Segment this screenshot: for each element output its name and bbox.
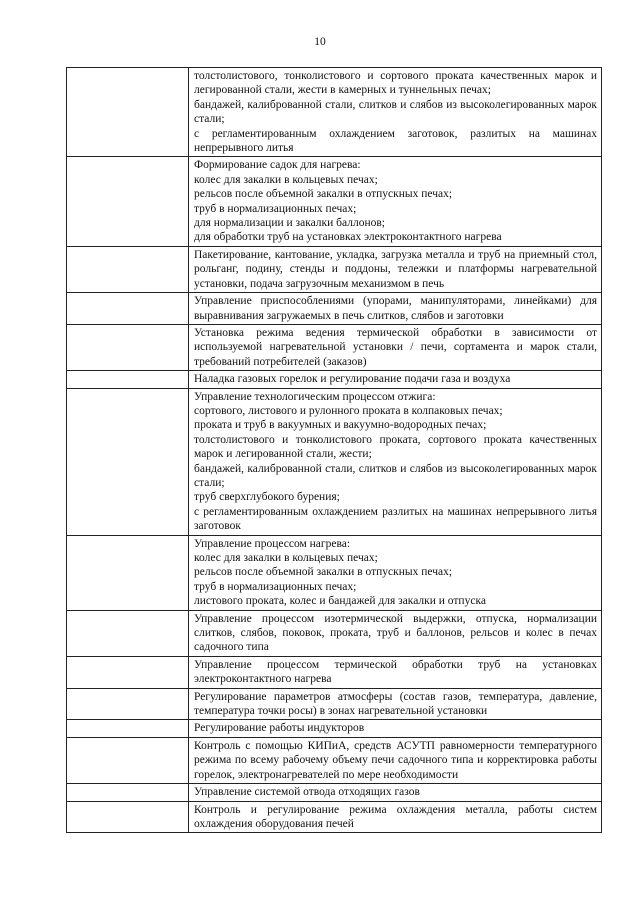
- table-row: [67, 292, 601, 324]
- table-row: [67, 324, 601, 370]
- empty-cell: [67, 157, 189, 245]
- task-cell: [189, 611, 601, 656]
- empty-cell: [67, 689, 189, 720]
- empty-cell: [67, 784, 189, 800]
- table-row: [67, 535, 601, 610]
- task-cell: [189, 293, 601, 324]
- task-line: Управление процессом изотермической выдержки, отпуска, нормализации слитков, слябов, поковок, проката, труб и баллонов, рельсов и колес в печах садочного типа: [194, 612, 597, 654]
- task-line: с регламентированным охлаждением заготовок, разлитых на машинах непрерывного литья: [194, 127, 597, 155]
- task-line: Управление системой отвода отходящих газов: [194, 786, 420, 799]
- task-cell: [189, 738, 601, 783]
- task-line: Регулирование параметров атмосферы (состав газов, температура, давление, температура точки росы) в зонах нагревательной установки: [194, 690, 597, 718]
- table-row: [67, 370, 601, 387]
- table-row: [67, 610, 601, 656]
- task-line: Пакетирование, кантование, укладка, загрузка металла и труб на приемный стол, рольганг, подину, стенды и поддоны, тележки и платформы нагревательной установки, подача загрузочным механизмом в печь: [194, 248, 597, 290]
- empty-cell: [67, 720, 189, 736]
- empty-cell: [67, 611, 189, 656]
- task-line: толстолистового и тонколистового проката, сортового проката качественных марок и легированной стали, жести;: [194, 433, 597, 461]
- task-line: труб сверхглубокого бурения;: [194, 491, 340, 504]
- empty-cell: [67, 738, 189, 783]
- task-line: Установка режима ведения термической обработки в зависимости от используемой нагревательной установки / печи, сортамента и марок стали, требований потребителей (заказов): [194, 326, 597, 368]
- task-cell: [189, 657, 601, 688]
- task-line: Регулирование работы индукторов: [194, 722, 365, 735]
- task-line: труб в нормализационных печах;: [194, 580, 357, 593]
- task-line: Контроль и регулирование режима охлаждения металла, работы систем охлаждения оборудования печей: [194, 803, 597, 830]
- task-line: рельсов после объемной закалки в отпускных печах;: [194, 566, 453, 579]
- table-row: [67, 719, 601, 736]
- task-line: Управление процессом нагрева:: [194, 537, 351, 550]
- task-cell: [189, 68, 601, 156]
- task-line: для нормализации и закалки баллонов;: [194, 217, 385, 230]
- task-cell: [189, 720, 601, 736]
- task-line: толстолистового, тонколистового и сортового проката качественных марок и легированной стали, жести в камерных и туннельных печах;: [194, 70, 597, 97]
- task-line: бандажей, калиброванной стали, слитков и слябов из высоколегированных марок стали;: [194, 98, 597, 126]
- task-cell: [189, 536, 601, 610]
- table-row: [67, 656, 601, 688]
- table-row: [67, 737, 601, 783]
- table-row: [67, 68, 601, 156]
- task-cell: [189, 802, 601, 833]
- task-line: бандажей, калиброванной стали, слитков и слябов из высоколегированных марок стали;: [194, 462, 597, 489]
- task-line: Управление приспособлениями (упорами, манипуляторами, линейками) для выравнивания загружаемых в печь слитков, слябов и заготовки: [194, 295, 597, 322]
- page-number: 10: [314, 36, 326, 48]
- task-cell: [189, 371, 601, 387]
- empty-cell: [67, 68, 189, 156]
- task-line: для обработки труб на установках электроконтактного нагрева: [194, 231, 502, 244]
- table-row: [67, 156, 601, 245]
- task-line: колес для закалки в кольцевых печах;: [194, 173, 378, 186]
- task-cell: [189, 157, 601, 245]
- task-cell: [189, 784, 601, 800]
- empty-cell: [67, 293, 189, 324]
- task-line: Управление технологическим процессом отжига:: [194, 390, 436, 403]
- task-line: колес для закалки в кольцевых печах;: [194, 552, 378, 564]
- task-cell: [189, 389, 601, 535]
- task-cell: [189, 325, 601, 370]
- task-cell: [189, 247, 601, 292]
- table-row: [67, 783, 601, 800]
- empty-cell: [67, 325, 189, 370]
- empty-cell: [67, 389, 189, 535]
- task-line: Наладка газовых горелок и регулирование подачи газа и воздуха: [194, 373, 511, 386]
- table-row: [67, 801, 601, 833]
- table-row: [67, 246, 601, 292]
- task-line: Контроль с помощью КИПиА, средств АСУТП равномерности температурного режима по всему рабочему объему печи садочного типа и корректировка работы горелок, электронагревателей по мере необходимости: [194, 739, 597, 781]
- table-row: [67, 388, 601, 535]
- empty-cell: [67, 802, 189, 833]
- task-line: труб в нормализационных печах;: [194, 202, 357, 215]
- table-row: [67, 688, 601, 720]
- task-line: рельсов после объемной закалки в отпускных печах;: [194, 188, 453, 201]
- duties-table: [66, 67, 602, 833]
- task-line: Управление процессом термической обработки труб на установках электроконтактного нагрева: [194, 658, 597, 686]
- empty-cell: [67, 657, 189, 688]
- task-line: сортового, листового и рулонного проката в колпаковых печах;: [194, 404, 503, 417]
- empty-cell: [67, 247, 189, 292]
- empty-cell: [67, 371, 189, 387]
- empty-cell: [67, 536, 189, 610]
- task-line: Формирование садок для нагрева:: [194, 159, 361, 172]
- task-cell: [189, 689, 601, 720]
- task-line: листового проката, колес и бандажей для закалки и отпуска: [194, 595, 486, 608]
- task-line: с регламентированным охлаждением разлитых на машинах непрерывного литья заготовок: [194, 505, 597, 533]
- task-line: проката и труб в вакуумных и вакуумно-водородных печах;: [194, 419, 487, 432]
